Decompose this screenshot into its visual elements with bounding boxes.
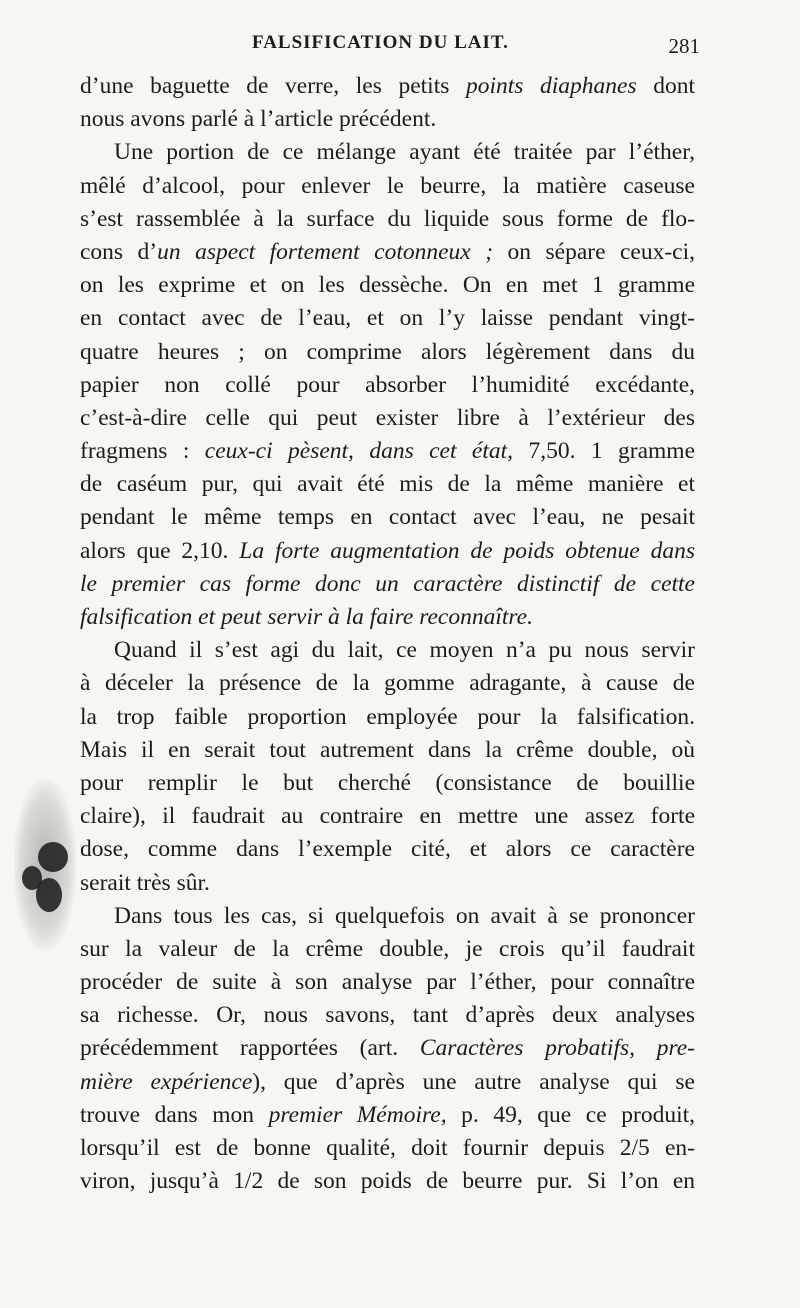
- text-line: [80, 501, 695, 534]
- text-line: [80, 468, 695, 501]
- text-segment: c’est-à-dire celle qui peut exister libre à l’extérieur des: [80, 404, 695, 431]
- text-line: [80, 236, 695, 269]
- text-segment: Dans tous les cas, si quelquefois on avait à se prononcer: [114, 902, 695, 929]
- text-segment: Mais il en serait tout autrement dans la crême double, où: [80, 736, 695, 763]
- text-line: [80, 767, 695, 800]
- page-header: [80, 28, 700, 68]
- text-segment: Quand il s’est agi du lait, ce moyen n’a pu nous servir: [114, 637, 695, 664]
- text-segment: pendant le même temps en contact avec l’eau, ne pesait: [80, 504, 695, 531]
- text-line: [80, 136, 695, 169]
- text-segment: serait très sûr.: [80, 869, 210, 896]
- text-line: [80, 867, 695, 900]
- text-line: [80, 800, 695, 833]
- italic-text: le premier cas forme donc un caractère distinctif de cette: [80, 570, 695, 597]
- text-segment: en contact avec de l’eau, et on l’y laisse pendant vingt-: [80, 305, 695, 332]
- text-segment: procéder de suite à son analyse par l’éther, pour connaître: [80, 969, 695, 996]
- text-segment: de caséum pur, qui avait été mis de la même manière et: [80, 471, 695, 498]
- text-segment: Une portion de ce mélange ayant été traitée par l’éther,: [114, 139, 695, 166]
- text-line: [80, 1165, 695, 1198]
- text-line: [80, 667, 695, 700]
- text-line: [80, 601, 695, 634]
- text-line: [80, 203, 695, 236]
- text-segment: sur la valeur de la crême double, je crois qu’il faudrait: [80, 935, 695, 962]
- stain-spot: [38, 842, 68, 872]
- text-line: [80, 336, 695, 369]
- text-segment: la trop faible proportion employée pour la falsification.: [80, 703, 695, 730]
- text-segment: sa richesse. Or, nous savons, tant d’après deux analyses: [80, 1002, 695, 1029]
- text-line: [80, 302, 695, 335]
- text-segment: dont: [636, 73, 695, 99]
- text-line: [80, 1132, 695, 1165]
- text-segment: mêlé d’alcool, pour enlever le beurre, la matière caseuse: [80, 172, 695, 199]
- text-segment: fragmens :: [80, 438, 205, 465]
- ink-stain: [14, 780, 76, 950]
- text-line: [80, 535, 695, 568]
- stain-spot: [36, 878, 62, 912]
- text-segment: viron, jusqu’à 1/2 de son poids de beurre pur. Si l’on en: [80, 1168, 695, 1195]
- italic-text: un aspect fortement cotonneux ;: [157, 238, 494, 265]
- text-line: [80, 833, 695, 866]
- text-line: [80, 999, 695, 1032]
- text-segment: trouve dans mon: [80, 1101, 269, 1128]
- italic-text: mière expérience: [80, 1068, 253, 1095]
- text-segment: alors que 2,10.: [80, 537, 240, 564]
- running-head: FALSIFICATION DU LAIT.: [252, 32, 509, 53]
- text-segment: cons d’: [80, 238, 158, 265]
- text-segment: quatre heures ; on comprime alors légèrement dans du: [80, 338, 695, 365]
- italic-text: points diaphanes: [465, 73, 637, 99]
- text-line: [80, 170, 695, 203]
- italic-text: ceux-ci pèsent, dans cet état,: [204, 438, 514, 465]
- text-segment: on sépare ceux-ci,: [493, 238, 696, 265]
- text-line: [80, 933, 695, 966]
- text-line: [80, 435, 695, 468]
- page-number: 281: [668, 34, 700, 58]
- text-line: [80, 269, 695, 302]
- body-text: [80, 70, 695, 1198]
- text-segment: à déceler la présence de la gomme adragante, à cause de: [80, 670, 695, 697]
- text-segment: précédemment rapportées (art.: [80, 1035, 420, 1062]
- text-line: [80, 70, 695, 103]
- text-segment: dose, comme dans l’exemple cité, et alors ce caractère: [80, 836, 695, 863]
- italic-text: falsification et peut servir à la faire reconnaître.: [80, 604, 533, 630]
- text-line: [80, 369, 695, 402]
- text-line: [80, 1066, 695, 1099]
- text-segment: s’est rassemblée à la surface du liquide sous forme de flo-: [80, 205, 695, 232]
- text-segment: on les exprime et on les dessèche. On en met 1 gramme: [80, 272, 695, 299]
- text-line: [80, 634, 695, 667]
- text-segment: d’une baguette de verre, les petits: [80, 73, 466, 99]
- text-segment: nous avons parlé à l’article précédent.: [80, 106, 437, 133]
- italic-text: La forte augmentation de poids obtenue dans: [239, 537, 695, 564]
- text-line: [80, 1032, 695, 1065]
- text-line: [80, 900, 695, 933]
- text-segment: 7,50. 1 gramme: [513, 438, 696, 465]
- text-segment: lorsqu’il est de bonne qualité, doit fournir depuis 2/5 en-: [80, 1135, 695, 1161]
- italic-text: Caractères probatifs, pre-: [419, 1035, 696, 1062]
- text-segment: ), que d’après une autre analyse qui se: [252, 1068, 695, 1095]
- text-line: [80, 966, 695, 999]
- text-segment: claire), il faudrait au contraire en mettre une assez forte: [80, 803, 695, 830]
- italic-text: premier Mémoire,: [268, 1101, 447, 1128]
- text-line: [80, 568, 695, 601]
- text-line: [80, 103, 695, 136]
- text-segment: pour remplir le but cherché (consistance de bouillie: [80, 769, 695, 796]
- text-segment: papier non collé pour absorber l’humidité excédante,: [80, 371, 695, 398]
- text-line: [80, 734, 695, 767]
- text-line: [80, 402, 695, 435]
- text-segment: p. 49, que ce produit,: [446, 1101, 696, 1128]
- text-line: [80, 701, 695, 734]
- text-line: [80, 1099, 695, 1132]
